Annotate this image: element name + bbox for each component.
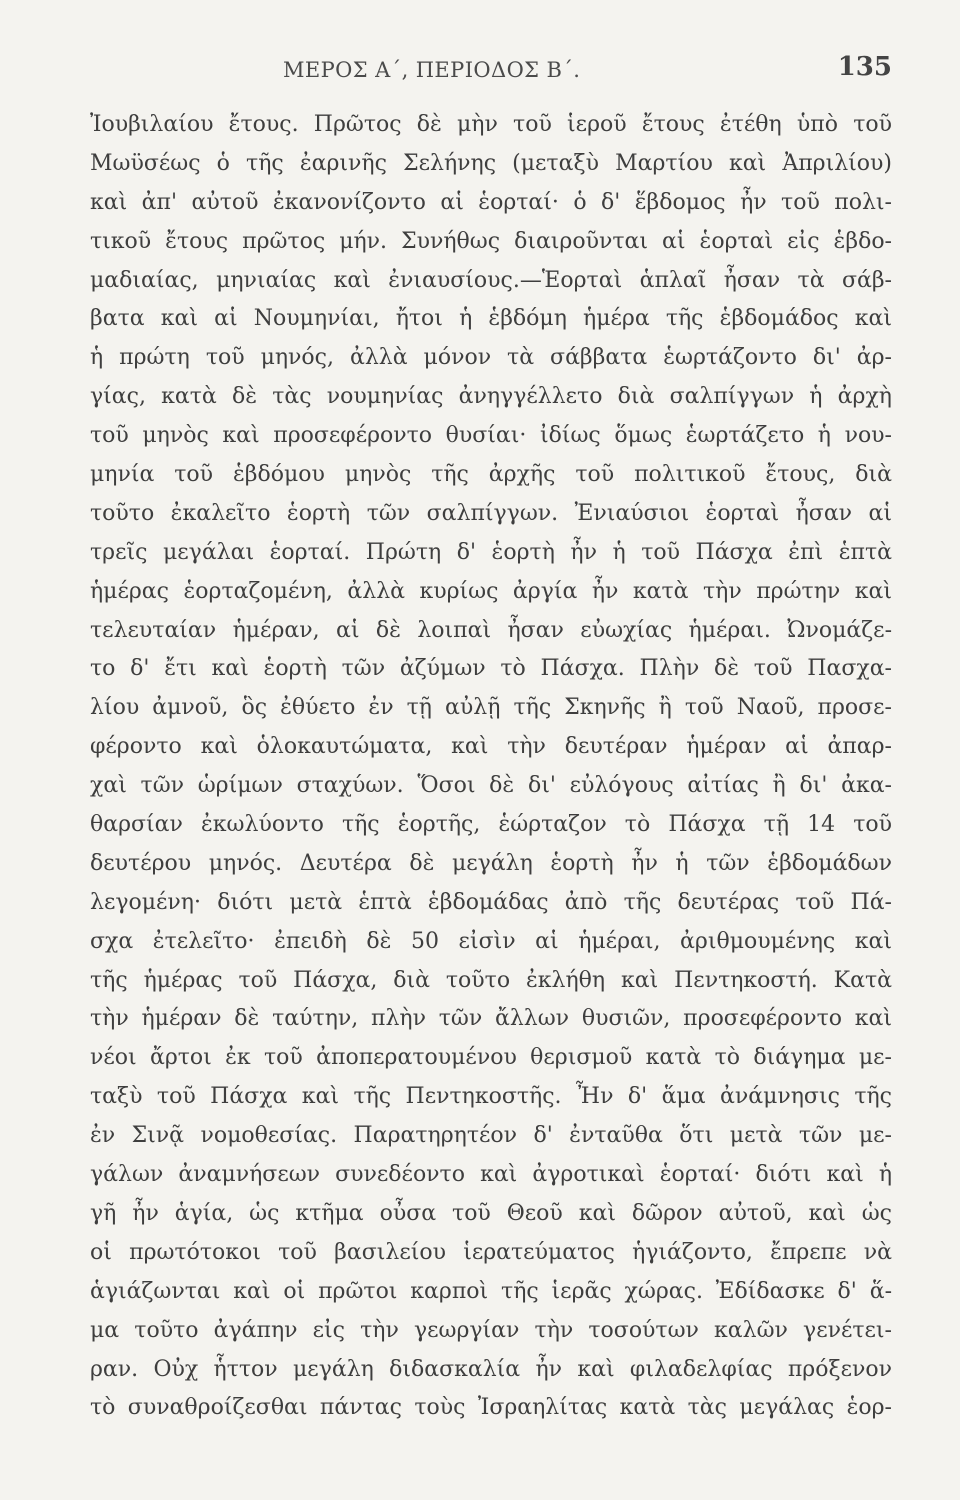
text-line: λεγομένη· διότι μετὰ ἑπτὰ ἑβδομάδας ἀπὸ τῆς δευτέρας τοῦ Πά- xyxy=(90,889,892,915)
text-line: τὴν ἡμέραν δὲ ταύτην, πλὴν τῶν ἄλλων θυσιῶν, προσεφέροντο καὶ xyxy=(90,1006,892,1032)
text-line: οἱ πρωτότοκοι τοῦ βασιλείου ἱερατεύματος ἡγιάζοντο, ἔπρεπε νὰ xyxy=(90,1239,892,1265)
text-line: χαὶ τῶν ὡρίμων σταχύων. Ὅσοι δὲ δι' εὐλόγους αἰτίας ἢ δι' ἀκα- xyxy=(90,773,892,799)
text-line: δευτέρου μηνός. Δευτέρα δὲ μεγάλη ἑορτὴ ἦν ἡ τῶν ἑβδομάδων xyxy=(90,850,892,876)
text-line: το δ' ἔτι καὶ ἑορτὴ τῶν ἀζύμων τὸ Πάσχα. Πλὴν δὲ τοῦ Πασχα- xyxy=(90,656,892,682)
text-line: τῆς ἡμέρας τοῦ Πάσχα, διὰ τοῦτο ἐκλήθη καὶ Πεντηκοστή. Κατὰ xyxy=(90,967,892,993)
text-line: Ἰουβιλαίου ἔτους. Πρῶτος δὲ μὴν τοῦ ἱεροῦ ἔτους ἐτέθη ὑπὸ τοῦ xyxy=(90,112,892,137)
text-line: γάλων ἀναμνήσεων συνεδέοντο καὶ ἀγροτικαὶ ἑορταί· διότι καὶ ἡ xyxy=(90,1162,892,1188)
text-line: Μωϋσέως ὁ τῆς ἐαρινῆς Σελήνης (μεταξὺ Μαρτίου καὶ Ἀπριλίου) xyxy=(90,150,892,176)
text-line: φέροντο καὶ ὁλοκαυτώματα, καὶ τὴν δευτέραν ἡμέραν αἱ ἀπαρ- xyxy=(90,734,892,760)
text-line: βατα καὶ αἱ Νουμηνίαι, ἤτοι ἡ ἑβδόμη ἡμέρα τῆς ἑβδομάδος καὶ xyxy=(90,306,892,332)
text-line: τελευταίαν ἡμέραν, αἱ δὲ λοιπαὶ ἦσαν εὐωχίας ἡμέραι. Ὠνομάζε- xyxy=(90,617,892,643)
text-line: τικοῦ ἔτους πρῶτος μήν. Συνήθως διαιροῦνται αἱ ἑορταὶ εἰς ἑβδο- xyxy=(90,228,892,254)
running-head xyxy=(88,50,896,86)
body-text xyxy=(90,106,892,1428)
text-line: γῆ ἦν ἁγία, ὡς κτῆμα οὖσα τοῦ Θεοῦ καὶ δῶρον αὐτοῦ, καὶ ὡς xyxy=(90,1200,892,1226)
text-line: τοῦτο ἐκαλεῖτο ἑορτὴ τῶν σαλπίγγων. Ἐνιαύσιοι ἑορταὶ ἦσαν αἱ xyxy=(90,500,892,526)
text-line: λίου ἀμνοῦ, ὃς ἐθύετο ἐν τῇ αὐλῇ τῆς Σκηνῆς ἢ τοῦ Ναοῦ, προσε- xyxy=(90,695,892,721)
text-line: τρεῖς μεγάλαι ἑορταί. Πρώτη δ' ἑορτὴ ἦν ἡ τοῦ Πάσχα ἐπὶ ἑπτὰ xyxy=(90,539,892,565)
text-line: μηνία τοῦ ἑβδόμου μηνὸς τῆς ἀρχῆς τοῦ πολιτικοῦ ἔτους, διὰ xyxy=(90,462,892,488)
text-line: ἁγιάζωνται καὶ οἱ πρῶτοι καρποὶ τῆς ἱερᾶς χώρας. Ἐδίδασκε δ' ἅ- xyxy=(90,1278,892,1304)
text-line: μα τοῦτο ἀγάπην εἰς τὴν γεωργίαν τὴν τοσούτων καλῶν γενέτει- xyxy=(90,1317,892,1343)
text-line: νέοι ἄρτοι ἐκ τοῦ ἀποπερατουμένου θερισμοῦ κατὰ τὸ διάγημα με- xyxy=(90,1045,892,1071)
text-line: ταξὺ τοῦ Πάσχα καὶ τῆς Πεντηκοστῆς. Ἦν δ' ἅμα ἀνάμνησις τῆς xyxy=(90,1084,892,1110)
text-line: καὶ ἀπ' αὐτοῦ ἐκανονίζοντο αἱ ἑορταί· ὁ δ' ἕβδομος ἦν τοῦ πολι- xyxy=(90,189,892,215)
text-line: ραν. Οὐχ ἧττον μεγάλη διδασκαλία ἦν καὶ φιλαδελφίας πρόξενον xyxy=(90,1356,892,1382)
text-line: μαδιαίας, μηνιαίας καὶ ἐνιαυσίους.—Ἑορταὶ ἁπλαῖ ἦσαν τὰ σάβ- xyxy=(90,267,892,293)
text-line: θαρσίαν ἐκωλύοντο τῆς ἑορτῆς, ἑώρταζον τὸ Πάσχα τῇ 14 τοῦ xyxy=(90,812,892,838)
text-line: σχα ἐτελεῖτο· ἐπειδὴ δὲ 50 εἰσὶν αἱ ἡμέραι, ἀριθμουμένης καὶ xyxy=(90,928,892,954)
running-title: ΜΕΡΟΣ Α΄, ΠΕΡΙΟΔΟΣ Β΄. xyxy=(283,58,581,82)
text-line: γίας, κατὰ δὲ τὰς νουμηνίας ἀνηγγέλλετο διὰ σαλπίγγων ἡ ἀρχὴ xyxy=(90,384,892,410)
text-line: τὸ συναθροίζεσθαι πάντας τοὺς Ἰσραηλίτας κατὰ τὰς μεγάλας ἑορ- xyxy=(90,1395,892,1421)
page-number: 135 xyxy=(837,52,892,82)
text-line: ἡ πρώτη τοῦ μηνός, ἀλλὰ μόνον τὰ σάββατα ἑωρτάζοντο δι' ἀρ- xyxy=(90,345,892,371)
text-line: ἡμέρας ἑορταζομένη, ἀλλὰ κυρίως ἀργία ἦν κατὰ τὴν πρώτην καὶ xyxy=(90,578,892,604)
text-line: ἐν Σινᾷ νομοθεσίας. Παρατηρητέον δ' ἐνταῦθα ὅτι μετὰ τῶν με- xyxy=(90,1123,892,1149)
text-line: τοῦ μηνὸς καὶ προσεφέροντο θυσίαι· ἰδίως ὅμως ἑωρτάζετο ἡ νου- xyxy=(90,423,892,449)
